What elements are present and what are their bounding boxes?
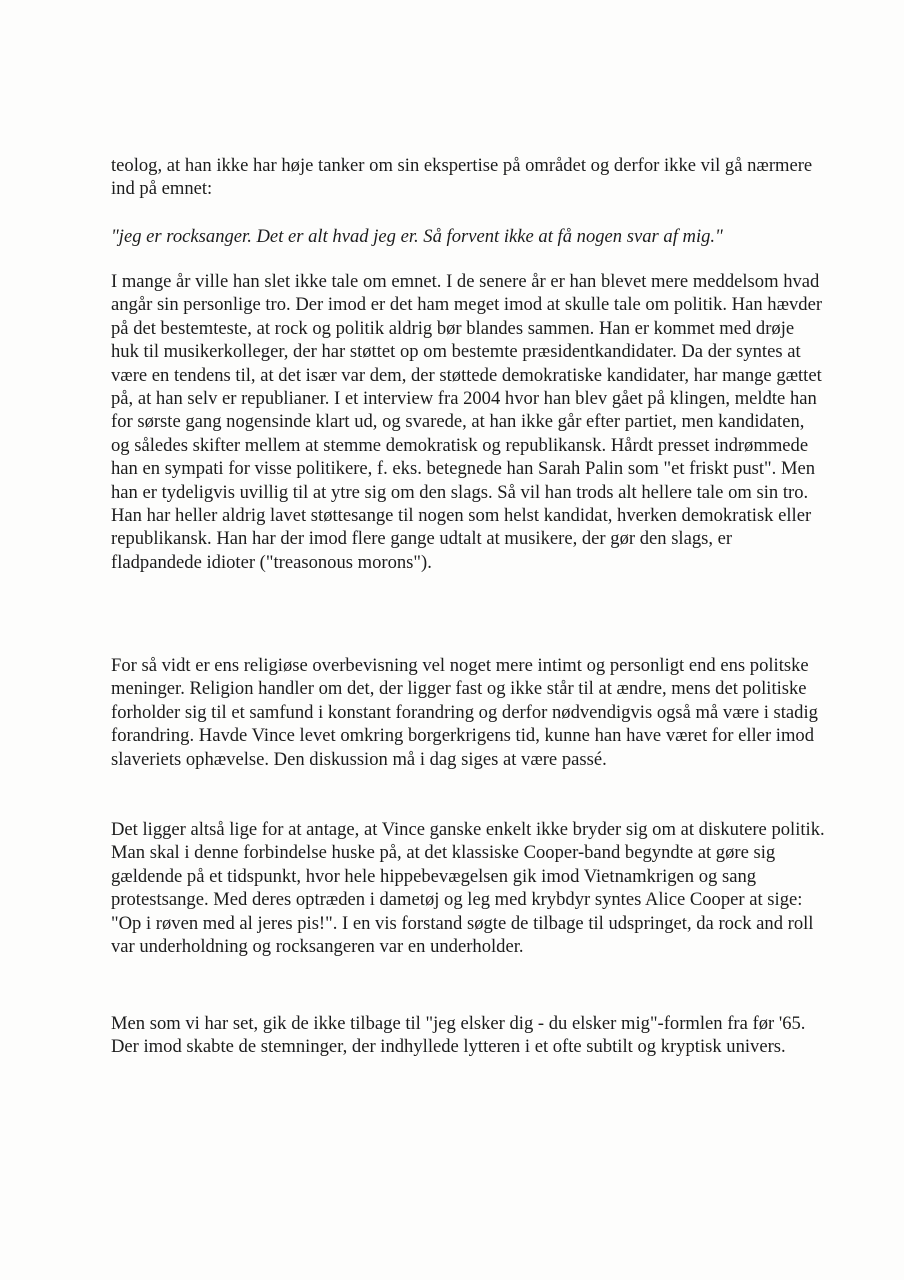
quote-paragraph: "jeg er rocksanger. Det er alt hvad jeg er. Så forvent ikke at få nogen svar af mig." <box>111 226 723 247</box>
paragraph-cooper-band: Det ligger altså lige for at antage, at Vince ganske enkelt ikke bryder sig om at diskutere politik. Man skal i denne forbindelse huske på, at det klassiske Cooper-band begyndte at gøre sig gældende på et tidspunkt, hvor hele hippebevægelsen gik imod Vietnamkrigen og sang protestsange. Med deres optræden i dametøj og leg med krybdyr syntes Alice Cooper at sige: "Op i røven med al jeres pis!". I en vis forstand søgte de tilbage til udspringet, da rock and roll var underholdning og rocksangeren var en underholder. <box>111 819 825 958</box>
paragraph-politics: I mange år ville han slet ikke tale om emnet. I de senere år er han blevet mere meddelsom hvad angår sin personlige tro. Der imod er det ham meget imod at skulle tale om politik. Han hævder på det bestemteste, at rock og politik aldrig bør blandes sammen. Han er kommet med drøje huk til musikerkolleger, der har støttet op om bestemte præsidentkandidater. Da der syntes at være en tendens til, at det især var dem, der støttede demokratiske kandidater, har mange gættet på, at han selv er republianer. I et interview fra 2004 hvor han blev gået på klingen, meldte han for sørste gang nogensinde klart ud, og svarede, at han ikke går efter partiet, men kandidaten, og således skifter mellem at stemme demokratisk og republikansk. Hårdt presset indrømmede han en sympati for visse politikere, f. eks. betegnede han Sarah Palin som "et friskt pust". Men han er tydeligvis uvillig til at ytre sig om den slags. Så vil han trods alt hellere tale om sin tro. Han har heller aldrig lavet støttesange til nogen som helst kandidat, hverken demokratisk eller republikansk. Han har der imod flere gange udtalt at musikere, der gør den slags, er fladpandede idioter ("treasonous morons"). <box>111 271 823 573</box>
paragraph-conclusion: Men som vi har set, gik de ikke tilbage til "jeg elsker dig - du elsker mig"-formlen fra før '65. Der imod skabte de stemninger, der indhyllede lytteren i et ofte subtilt og kryptisk univers. <box>111 1013 806 1058</box>
paragraph-religion: For så vidt er ens religiøse overbevisning vel noget mere intimt og personligt end ens politske meninger. Religion handler om det, der ligger fast og ikke står til at ændre, mens det politiske forholder sig til et samfund i konstant forandring og derfor nødvendigvis også må være i stadig forandring. Havde Vince levet omkring borgerkrigens tid, kunne han have været for eller imod slaveriets ophævelse. Den diskussion må i dag siges at være passé. <box>111 655 818 770</box>
paragraph-continuation: teolog, at han ikke har høje tanker om sin ekspertise på området og derfor ikke vil gå nærmere ind på emnet: <box>111 155 813 200</box>
